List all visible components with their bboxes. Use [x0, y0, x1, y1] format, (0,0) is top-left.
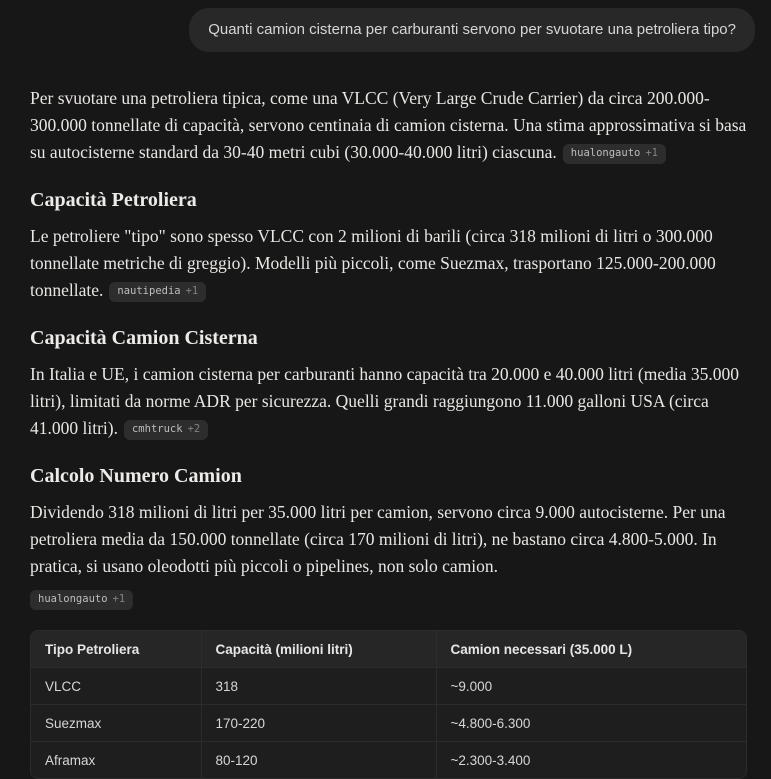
cell-tipo: Suezmax — [31, 705, 201, 742]
table-header-tipo: Tipo Petroliera — [31, 631, 201, 668]
cell-camion: ~2.300-3.400 — [436, 742, 746, 779]
citation-source-label: hualongauto — [38, 593, 108, 605]
cell-camion: ~9.000 — [436, 668, 746, 705]
citation-badge-final[interactable] — [30, 590, 133, 610]
cell-capacita: 318 — [201, 668, 436, 705]
section-paragraph-capacita-camion — [30, 361, 747, 442]
table-row — [31, 705, 746, 742]
citation-badge-intro[interactable] — [563, 144, 666, 164]
citation-source-label: hualongauto — [570, 147, 641, 159]
table-header-camion: Camion necessari (35.000 L) — [436, 631, 746, 668]
cell-capacita: 80-120 — [201, 742, 436, 779]
tanker-table — [30, 630, 747, 779]
section-heading-capacita-petroliera: Capacità Petroliera — [30, 189, 197, 211]
intro-text: Per svuotare una petroliera tipica, come una VLCC (Very Large Crude Carrier) da circa 200.000-300.000 tonnellate di capacità, servono centinaia di camion cisterna. Una stima approssimativa si basa su autocisterne standard da 30-40 metri cubi (30.000-40.000 litri) ciascuna. — [30, 88, 747, 162]
cell-capacita: 170-220 — [201, 705, 436, 742]
section-paragraph-capacita-petroliera — [30, 223, 747, 304]
table-header-capacita: Capacità (milioni litri) — [201, 631, 436, 668]
intro-paragraph — [30, 85, 747, 166]
cell-tipo: VLCC — [31, 668, 201, 705]
citation-badge-cmhtruck[interactable] — [124, 420, 208, 440]
section-text: Le petroliere "tipo" sono spesso VLCC con 2 milioni di barili (circa 318 milioni di litri o 300.000 tonnellate metriche di greggio). Modelli più piccoli, come Suezmax, trasportano 125.000-200.000 tonnellate. — [30, 226, 716, 300]
table-row — [31, 742, 746, 779]
citation-source-label: nautipedia — [117, 285, 181, 297]
table-row — [31, 668, 746, 705]
citation-extra-count: +1 — [645, 147, 658, 159]
section-heading-calcolo-numero-camion: Calcolo Numero Camion — [30, 465, 242, 487]
section-heading-capacita-camion: Capacità Camion Cisterna — [30, 327, 258, 349]
user-message-bubble — [189, 8, 755, 52]
citation-badge-nautipedia[interactable] — [109, 282, 206, 302]
section-text: Dividendo 318 milioni di litri per 35.000 litri per camion, servono circa 9.000 autocisterne. Per una petroliera media da 150.000 tonnellate (circa 170 milioni di litri), ne bastano circa 4.800-5.000. In pratica, si usano oleodotti più piccoli o pipelines, non solo camion. — [30, 502, 726, 576]
citation-extra-count: +2 — [187, 423, 201, 435]
section-paragraph-calcolo — [30, 499, 747, 580]
assistant-response — [30, 85, 747, 779]
user-message-text: Quanti camion cisterna per carburanti servono per svuotare una petroliera tipo? — [208, 21, 736, 38]
user-message-row — [0, 0, 771, 52]
table-header-row — [31, 631, 746, 668]
citation-extra-count: +1 — [112, 593, 126, 605]
citation-extra-count: +1 — [185, 285, 199, 297]
cell-camion: ~4.800-6.300 — [436, 705, 746, 742]
cell-tipo: Aframax — [31, 742, 201, 779]
citation-source-label: cmhtruck — [131, 423, 183, 435]
section-text: In Italia e UE, i camion cisterna per carburanti hanno capacità tra 20.000 e 40.000 litri (media 35.000 litri), limitati da norme ADR per sicurezza. Quelli grandi raggiungono 11.000 galloni USA (circa 41.000 litri). — [30, 364, 739, 438]
